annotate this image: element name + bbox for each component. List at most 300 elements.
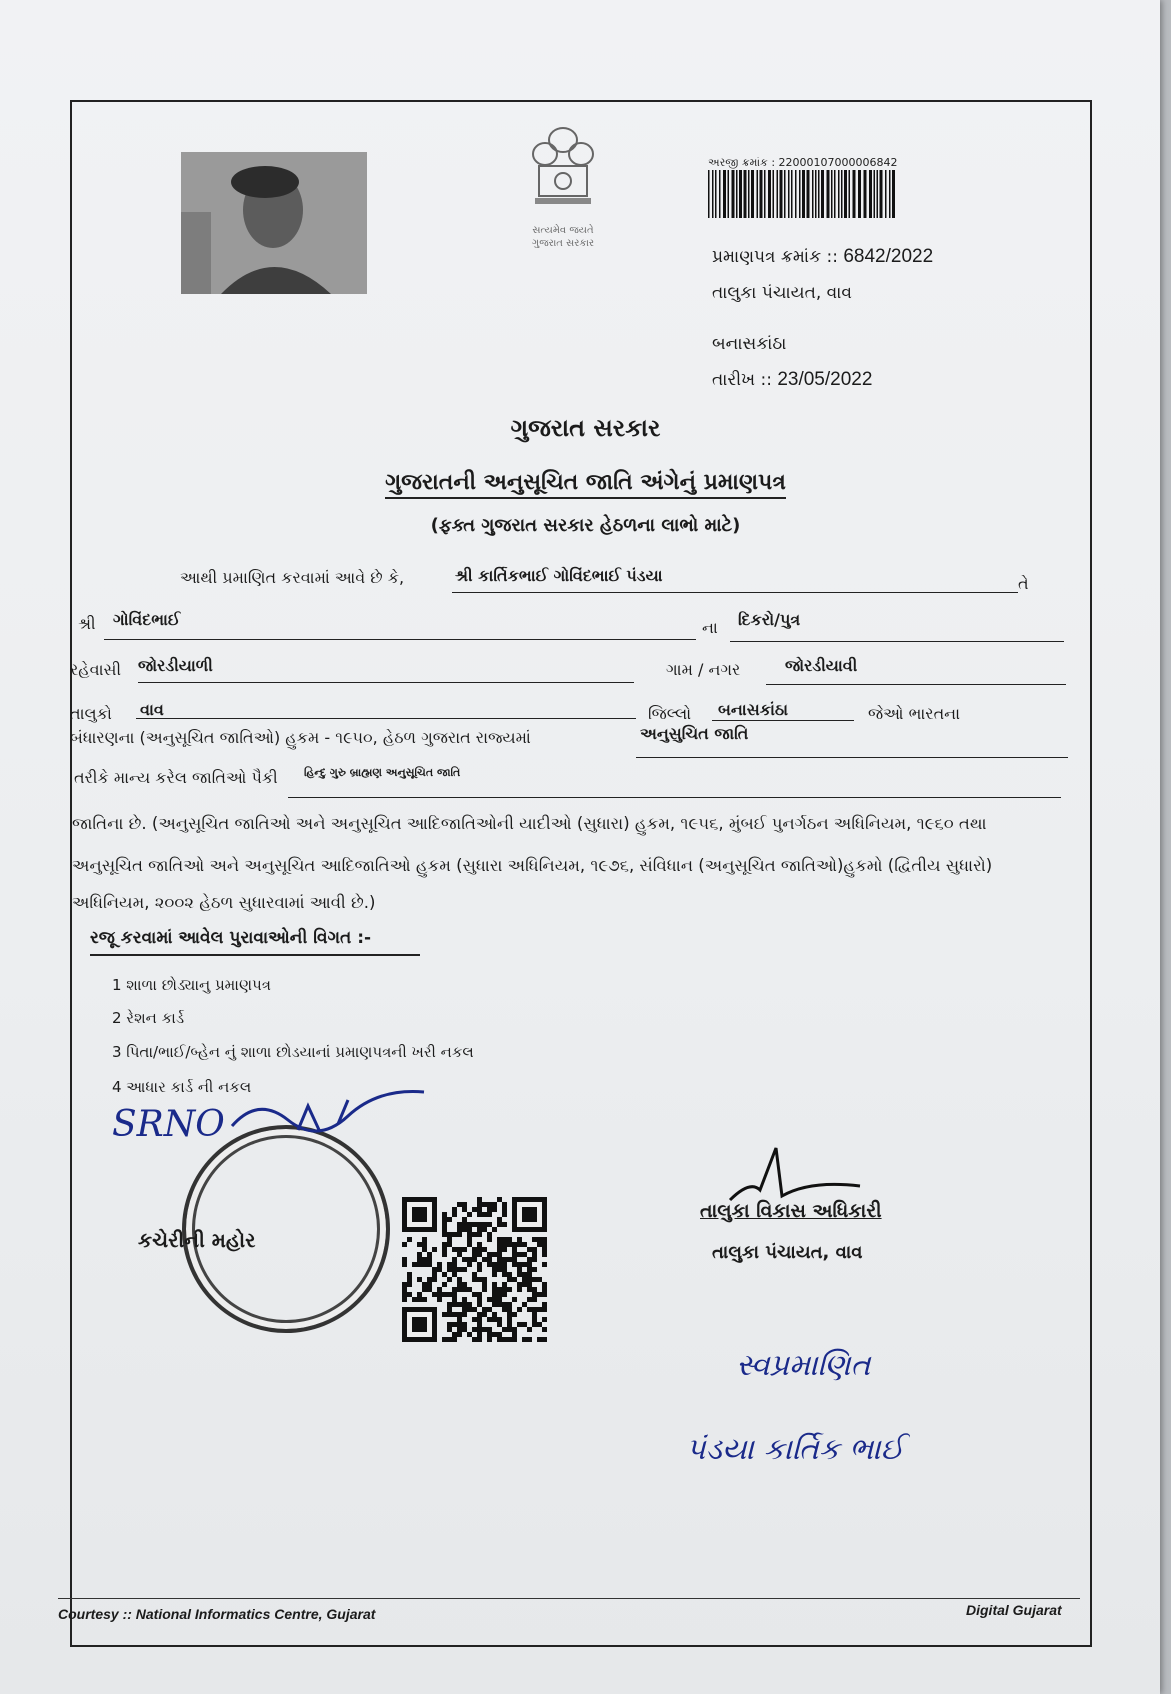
qr-module [462, 1257, 467, 1262]
issuing-office: તાલુકા પંચાયત, વાવ [712, 283, 853, 303]
qr-module [502, 1292, 507, 1297]
qr-module [537, 1277, 542, 1282]
qr-module [417, 1297, 422, 1302]
qr-module [502, 1207, 507, 1212]
photo-image [181, 152, 367, 294]
barcode-bar [780, 170, 783, 218]
qr-module [452, 1232, 457, 1237]
qr-module [487, 1237, 492, 1242]
qr-module [467, 1222, 472, 1227]
qr-module [512, 1262, 517, 1267]
qr-module [407, 1237, 412, 1242]
qr-module [497, 1222, 502, 1227]
relation: દિકરો/પુત્ર [738, 610, 801, 629]
qr-module [542, 1287, 547, 1292]
qr-module [417, 1252, 422, 1257]
village-value: જોરડીયાવી [785, 656, 858, 675]
qr-module [487, 1307, 492, 1312]
qr-module [432, 1277, 437, 1282]
qr-module [497, 1262, 502, 1267]
qr-module [472, 1232, 477, 1237]
barcode-bar [732, 170, 735, 218]
qr-module [472, 1292, 477, 1297]
qr-module [417, 1262, 422, 1267]
qr-module [447, 1312, 452, 1317]
qr-module [442, 1252, 447, 1257]
qr-module [442, 1217, 447, 1222]
qr-module [502, 1237, 507, 1242]
qr-module [422, 1262, 427, 1267]
application-number-label: અરજી ક્રમાંક [708, 156, 768, 169]
qr-module [517, 1252, 522, 1257]
qr-module [497, 1197, 502, 1202]
self-attested-name: પંડયા કાર્તિક ભાઈ [686, 1432, 904, 1467]
qr-module [492, 1312, 497, 1317]
qr-module [437, 1267, 442, 1272]
qr-module [422, 1282, 427, 1287]
qr-module [402, 1257, 407, 1262]
qr-module [502, 1287, 507, 1292]
qr-module [447, 1337, 452, 1342]
qr-module [452, 1292, 457, 1297]
qr-module [502, 1272, 507, 1277]
qr-module [482, 1222, 487, 1227]
barcode-bar [799, 170, 801, 218]
qr-module [497, 1267, 502, 1272]
qr-module [452, 1212, 457, 1217]
barcode-bar [827, 170, 830, 218]
certificate-number-label: પ્રમાણપત્ર ક્રમાંક [712, 247, 822, 267]
issue-date-line: તારીખ :: 23/05/2022 [712, 369, 873, 390]
qr-module [472, 1247, 477, 1252]
qr-module [437, 1287, 442, 1292]
qr-module [527, 1272, 532, 1277]
qr-module [522, 1262, 527, 1267]
qr-module [442, 1222, 447, 1227]
barcode-bar [719, 170, 721, 218]
qr-module [522, 1322, 527, 1327]
qr-module [512, 1252, 517, 1257]
qr-module [442, 1232, 447, 1237]
seal-handwriting-scribble [228, 1086, 428, 1146]
qr-module [542, 1302, 547, 1307]
qr-module [442, 1212, 447, 1217]
qr-module [527, 1277, 532, 1282]
qr-module [532, 1247, 537, 1252]
officer-office: તાલુકા પંચાયત, વાવ [712, 1242, 863, 1263]
district-label: જિલ્લો [648, 704, 692, 723]
qr-module [497, 1297, 502, 1302]
category-value: અનુસુચિત જાતિ [640, 724, 749, 743]
te-text: તે [1018, 574, 1029, 593]
qr-module [492, 1272, 497, 1277]
qr-module [542, 1337, 547, 1342]
qr-module [497, 1332, 502, 1337]
qr-module [482, 1247, 487, 1252]
qr-module [482, 1307, 487, 1312]
qr-module [457, 1247, 462, 1252]
qr-module [487, 1317, 492, 1322]
district-underline [712, 720, 854, 721]
qr-module [492, 1252, 497, 1257]
qr-module [507, 1307, 512, 1312]
qr-module [502, 1242, 507, 1247]
father-name: ગોવિંદભાઈ [113, 610, 181, 629]
qr-module [472, 1337, 477, 1342]
qr-module [532, 1322, 537, 1327]
qr-module [477, 1337, 482, 1342]
government-title: ગુજરાત સરકાર [510, 414, 661, 442]
qr-module [477, 1302, 482, 1307]
qr-module [442, 1292, 447, 1297]
qr-module [442, 1272, 447, 1277]
qr-module [527, 1247, 532, 1252]
qr-module [487, 1257, 492, 1262]
qr-module [402, 1287, 407, 1292]
issue-date: 23/05/2022 [777, 369, 873, 390]
barcode-bar [723, 170, 726, 218]
qr-module [532, 1297, 537, 1302]
qr-module [512, 1297, 517, 1302]
barcode-bar [812, 170, 814, 218]
qr-module [442, 1282, 447, 1287]
qr-module [467, 1307, 472, 1312]
qr-module [452, 1332, 457, 1337]
qr-module [482, 1327, 487, 1332]
qr-module [497, 1217, 502, 1222]
evidence-item: 4 આધાર કાર્ડ ની નકલ [112, 1078, 252, 1096]
qr-module [457, 1282, 462, 1287]
qr-module [512, 1337, 517, 1342]
barcode-bar [853, 170, 856, 218]
father-underline [104, 639, 696, 640]
qr-module [517, 1272, 522, 1277]
qr-module [542, 1247, 547, 1252]
qr-module [492, 1262, 497, 1267]
barcode-bar [715, 170, 717, 218]
qr-module [462, 1322, 467, 1327]
qr-module [427, 1277, 432, 1282]
qr-module [542, 1317, 547, 1322]
qr-module [537, 1307, 542, 1312]
qr-module [467, 1242, 472, 1247]
qr-module [487, 1232, 492, 1237]
qr-module [432, 1267, 437, 1272]
barcode-bar [869, 170, 872, 218]
qr-module [427, 1257, 432, 1262]
barcode [708, 170, 898, 220]
qr-module [522, 1252, 527, 1257]
qr-module [522, 1272, 527, 1277]
qr-module [522, 1277, 527, 1282]
resident-label: રહેવાસી [70, 660, 122, 679]
qr-module [542, 1282, 547, 1287]
qr-module [467, 1287, 472, 1292]
barcode-bar [773, 170, 775, 218]
barcode-bar [821, 170, 824, 218]
qr-module [527, 1282, 532, 1287]
qr-module [462, 1202, 467, 1207]
qr-module [497, 1242, 502, 1247]
qr-finder [412, 1207, 427, 1222]
qr-module [512, 1332, 517, 1337]
qr-module [417, 1257, 422, 1262]
barcode-bar [768, 170, 771, 218]
qr-module [442, 1312, 447, 1317]
qr-module [517, 1242, 522, 1247]
qr-module [477, 1252, 482, 1257]
qr-module [452, 1262, 457, 1267]
qr-module [447, 1267, 452, 1272]
qr-module [447, 1302, 452, 1307]
qr-module [467, 1262, 472, 1267]
qr-module [457, 1322, 462, 1327]
evidence-item: 2 રેશન કાર્ડ [112, 1009, 185, 1027]
qr-module [407, 1292, 412, 1297]
qr-module [497, 1302, 502, 1307]
qr-module [527, 1307, 532, 1312]
qr-module [462, 1312, 467, 1317]
qr-module [502, 1337, 507, 1342]
barcode-bar [802, 170, 805, 218]
certificate-number-line: પ્રમાણપત્ર ક્રમાંક :: 6842/2022 [712, 246, 934, 267]
qr-module [502, 1302, 507, 1307]
resident-underline [138, 682, 634, 683]
qr-module [542, 1252, 547, 1257]
qr-module [477, 1267, 482, 1272]
legal-para-line-1: જાતિના છે. (અનુસૂચિત જાતિઓ અને અનુસૂચિત આદિજાતિઓની યાદીઓ (સુધારા) હુકમ, ૧૯૫૬, મુંબઈ પુનર્ગઠન અધિનિયમ, ૧૯૬૦ તથા [72, 814, 987, 833]
qr-module [497, 1257, 502, 1262]
qr-module [457, 1312, 462, 1317]
qr-module [447, 1322, 452, 1327]
qr-module [507, 1257, 512, 1262]
district-value: બનાસકાંઠા [718, 700, 789, 719]
qr-module [507, 1272, 512, 1277]
india-text: જેઓ ભારતના [868, 704, 961, 723]
qr-module [467, 1237, 472, 1242]
qr-module [542, 1262, 547, 1267]
qr-module [492, 1302, 497, 1307]
qr-module [487, 1297, 492, 1302]
taluka-label: તાલુકો [70, 704, 112, 723]
qr-module [492, 1282, 497, 1287]
qr-module [462, 1297, 467, 1302]
qr-module [482, 1227, 487, 1232]
qr-module [472, 1257, 477, 1262]
qr-module [497, 1252, 502, 1257]
qr-module [482, 1257, 487, 1262]
qr-module [447, 1327, 452, 1332]
qr-module [472, 1277, 477, 1282]
qr-module [477, 1327, 482, 1332]
barcode-bar [784, 170, 786, 218]
qr-module [542, 1307, 547, 1312]
qr-module [487, 1262, 492, 1267]
qr-module [517, 1267, 522, 1272]
qr-module [532, 1292, 537, 1297]
certify-text: આથી પ્રમાણિત કરવામાં આવે છે કે, [180, 568, 405, 587]
qr-module [457, 1277, 462, 1282]
qr-module [412, 1262, 417, 1267]
qr-module [452, 1322, 457, 1327]
qr-module [542, 1237, 547, 1242]
barcode-bar [708, 170, 710, 218]
caste-underline [288, 797, 1061, 798]
qr-module [462, 1267, 467, 1272]
office-seal-label: કચેરીની મહોર [138, 1228, 256, 1252]
qr-module [497, 1237, 502, 1242]
barcode-bar [807, 170, 810, 218]
application-number: 22000107000006842 [778, 156, 898, 169]
qr-module [462, 1302, 467, 1307]
qr-module [452, 1297, 457, 1302]
barcode-bar [877, 170, 879, 218]
certificate-title [0, 470, 1171, 495]
qr-module [402, 1282, 407, 1287]
barcode-bar [751, 170, 754, 218]
qr-module [457, 1317, 462, 1322]
qr-module [422, 1242, 427, 1247]
qr-module [532, 1257, 537, 1262]
qr-module [402, 1297, 407, 1302]
recognized-text: તરીકે માન્ય કરેલ જાતિઓ પૈકી [74, 768, 278, 787]
barcode-bar [849, 170, 851, 218]
qr-module [432, 1272, 437, 1277]
qr-module [502, 1247, 507, 1252]
qr-module [477, 1247, 482, 1252]
qr-module [507, 1322, 512, 1327]
qr-module [457, 1332, 462, 1337]
order-text: બંધારણના (અનુસૂચિત જાતિઓ) હુકમ - ૧૯૫૦, હેઠળ ગુજરાત રાજ્યમાં [70, 728, 531, 747]
qr-module [527, 1327, 532, 1332]
qr-module [452, 1312, 457, 1317]
qr-module [407, 1282, 412, 1287]
village-label: ગામ / નગર [666, 660, 741, 679]
qr-code [402, 1197, 547, 1342]
qr-module [482, 1287, 487, 1292]
applicant-photo [181, 152, 367, 294]
qr-module [447, 1242, 452, 1247]
qr-module [492, 1287, 497, 1292]
qr-module [477, 1197, 482, 1202]
qr-module [542, 1292, 547, 1297]
qr-module [462, 1327, 467, 1332]
qr-module [502, 1307, 507, 1312]
qr-module [537, 1322, 542, 1327]
qr-module [497, 1322, 502, 1327]
evidence-item: 1 શાળા છોડ્યાનુ પ્રમાણપત્ર [112, 976, 271, 994]
barcode-bar [858, 170, 861, 218]
qr-module [477, 1297, 482, 1302]
qr-module [477, 1212, 482, 1217]
qr-module [467, 1232, 472, 1237]
qr-module [487, 1207, 492, 1212]
qr-module [502, 1257, 507, 1262]
qr-module [477, 1322, 482, 1327]
qr-module [447, 1307, 452, 1312]
qr-module [507, 1327, 512, 1332]
qr-module [537, 1242, 542, 1247]
taluka-value: વાવ [140, 700, 164, 719]
qr-module [437, 1297, 442, 1302]
qr-module [492, 1207, 497, 1212]
qr-module [502, 1267, 507, 1272]
certificate-number: 6842/2022 [843, 246, 934, 267]
barcode-bar [831, 170, 833, 218]
relation-underline [730, 641, 1064, 642]
qr-module [532, 1307, 537, 1312]
qr-module [477, 1332, 482, 1337]
qr-module [457, 1232, 462, 1237]
barcode-bar [764, 170, 766, 218]
qr-module [452, 1257, 457, 1262]
qr-module [512, 1327, 517, 1332]
qr-finder [412, 1317, 427, 1332]
self-attested-text: સ્વપ્રમાણિત [736, 1348, 871, 1383]
qr-module [512, 1242, 517, 1247]
qr-module [477, 1262, 482, 1267]
barcode-bar [757, 170, 759, 218]
qr-module [487, 1327, 492, 1332]
qr-module [407, 1272, 412, 1277]
certificate-subtitle: (ફક્ત ગુજરાત સરકાર હેઠળના લાભો માટે) [430, 515, 741, 536]
na-text: ના [702, 618, 718, 637]
qr-module [507, 1337, 512, 1342]
qr-module [457, 1287, 462, 1292]
barcode-bar [739, 170, 742, 218]
qr-module [527, 1262, 532, 1267]
qr-module [527, 1287, 532, 1292]
qr-module [467, 1212, 472, 1217]
qr-module [477, 1312, 482, 1317]
qr-module [422, 1257, 427, 1262]
barcode-bar [838, 170, 840, 218]
qr-module [442, 1227, 447, 1232]
qr-module [447, 1237, 452, 1242]
barcode-bar [841, 170, 843, 218]
qr-module [497, 1292, 502, 1297]
qr-module [482, 1202, 487, 1207]
evidence-item: 3 પિતા/ભાઈ/બ્હેન નું શાળા છોડયાનાં પ્રમાણપત્રની ખરી નકલ [112, 1043, 474, 1061]
barcode-bar [892, 170, 895, 218]
qr-module [472, 1307, 477, 1312]
lion-capital-icon [523, 120, 603, 220]
barcode-bar [736, 170, 738, 218]
qr-module [467, 1302, 472, 1307]
qr-module [462, 1307, 467, 1312]
qr-module [457, 1227, 462, 1232]
village-underline [766, 684, 1066, 685]
qr-module [487, 1222, 492, 1227]
qr-module [457, 1202, 462, 1207]
qr-module [522, 1302, 527, 1307]
application-number-line: અરજી ક્રમાંક : 22000107000006842 [708, 156, 898, 169]
qr-module [442, 1247, 447, 1252]
qr-module [477, 1202, 482, 1207]
officer-title: તાલુકા વિકાસ અધિકારી [700, 1200, 882, 1222]
qr-module [517, 1287, 522, 1292]
qr-module [507, 1317, 512, 1322]
legal-para-line-3: અધિનિયમ, ૨૦૦૨ હેઠળ સુધારવામાં આવી છે.) [72, 893, 376, 912]
qr-module [427, 1252, 432, 1257]
qr-module [467, 1332, 472, 1337]
qr-module [462, 1207, 467, 1212]
qr-module [452, 1272, 457, 1277]
qr-module [452, 1267, 457, 1272]
qr-module [502, 1282, 507, 1287]
qr-module [412, 1297, 417, 1302]
qr-module [512, 1247, 517, 1252]
